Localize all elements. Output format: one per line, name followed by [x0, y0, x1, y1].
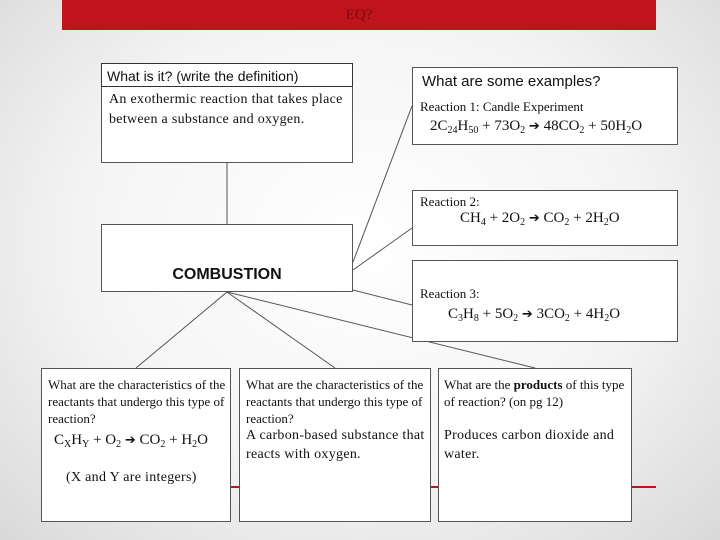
reaction3-equation: $C_3H_8 + 5O_2$ ➔ $3CO_2 + 4H_2O$ [448, 306, 621, 324]
definition-heading: What is it? (write the definition) [101, 63, 353, 87]
examples-heading: What are some examples? [422, 73, 601, 90]
reactants-question: What are the characteristics of the reactants that undergo this type of reaction? [246, 377, 424, 426]
products-question [444, 376, 630, 410]
products-answer: Produces carbon dioxide and water. [444, 428, 615, 462]
decorative-red-line [431, 486, 438, 488]
reaction1-equation: $2C_{24}H_{50} + 73O_2$ ➔ $48CO_2 + 50H_2O$ [430, 118, 643, 136]
connector-reaction1 [353, 106, 412, 262]
products-question-after: of this type of reaction? (on pg 12) [444, 377, 625, 409]
banner-title: EQ? [345, 7, 373, 23]
general-formula: $C_XH_Y + O_2$ ➔ $CO_2 + H_2O$ [54, 432, 209, 450]
combustion-label: COMBUSTION [172, 266, 282, 283]
general-formula-note: (X and Y are integers) [66, 470, 197, 485]
products-question-before: What are the [444, 377, 511, 392]
decorative-red-line [231, 486, 239, 488]
reaction1-label: Reaction 1: Candle Experiment [420, 99, 584, 114]
reactants-answer: A carbon-based substance that reacts with oxygen. [246, 428, 425, 462]
reaction2-equation: $CH_4 + 2O_2$ ➔ $CO_2 + 2H_2O$ [460, 210, 620, 228]
characteristics-general-question: What are the characteristics of the reactants that undergo this type of reaction? [48, 377, 226, 426]
products-question-bold: products [513, 377, 563, 392]
reaction2-label: Reaction 2: [420, 194, 480, 209]
connector-characteristics [136, 292, 227, 368]
connector-reaction2 [353, 228, 412, 270]
definition-text: An exothermic reaction that takes place between a substance and oxygen. [109, 92, 343, 127]
connector-reactants [227, 292, 335, 368]
decorative-red-line [632, 486, 656, 488]
reaction3-label: Reaction 3: [420, 286, 480, 301]
connector-reaction3 [353, 290, 412, 305]
